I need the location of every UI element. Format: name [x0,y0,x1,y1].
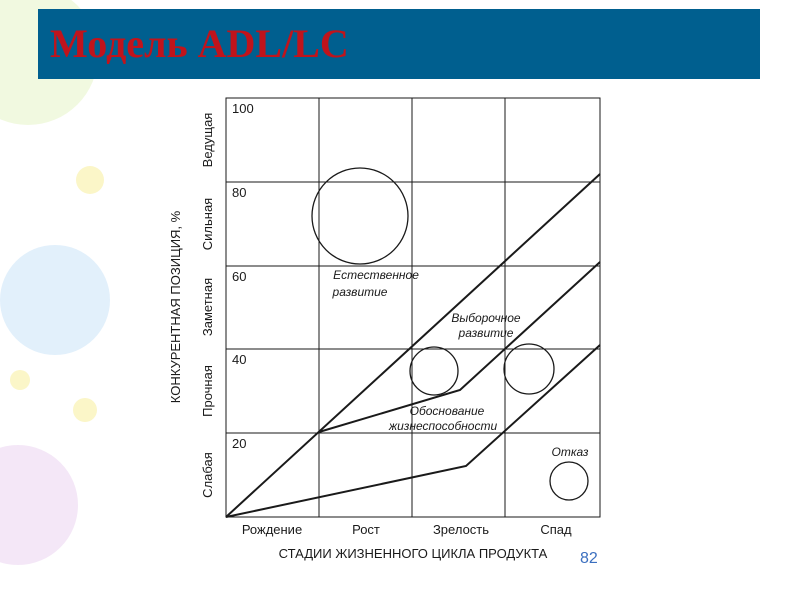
zone-label-justify: Обоснование [409,404,485,418]
stage-label-maturity: Зрелость [432,522,490,537]
zone-label-refusal: Отказ [551,445,589,459]
y-tick-label: 20 [232,436,247,451]
slide-title: Модель ADL/LC [50,21,349,66]
zone-label-natural: развитие [332,285,388,299]
zone-label-natural: Естественное [333,268,419,282]
position-label-leading: Ведущая [200,112,215,168]
stage-label-birth: Рождение [241,522,303,537]
y-tick-label: 60 [232,269,247,284]
stage-label-decline: Спад [540,522,572,537]
matrix-frame [226,98,600,517]
y-tick-label: 40 [232,352,247,367]
zone-label-justify: жизнеспособности [388,419,498,433]
zone-label-selective: Выборочное [451,311,521,325]
x-axis-title: СТАДИИ ЖИЗНЕННОГО ЦИКЛА ПРОДУКТА [278,546,548,561]
y-axis-title: КОНКУРЕНТНАЯ ПОЗИЦИЯ, % [168,210,183,404]
product-circle-decline [504,344,554,394]
zone-label-selective: развитие [458,326,514,340]
y-tick-label: 100 [232,101,254,116]
product-circle-refusal [550,462,588,500]
page-number: 82 [580,550,598,567]
y-tick-label: 80 [232,185,247,200]
position-label-weak: Слабая [200,452,215,498]
boundary-natural-development [226,174,600,517]
product-circle-maturity [410,347,458,395]
stage-label-growth: Рост [352,522,380,537]
position-label-strong: Сильная [200,197,215,251]
position-label-firm: Прочная [200,365,215,417]
position-label-noticeable: Заметная [200,277,215,337]
